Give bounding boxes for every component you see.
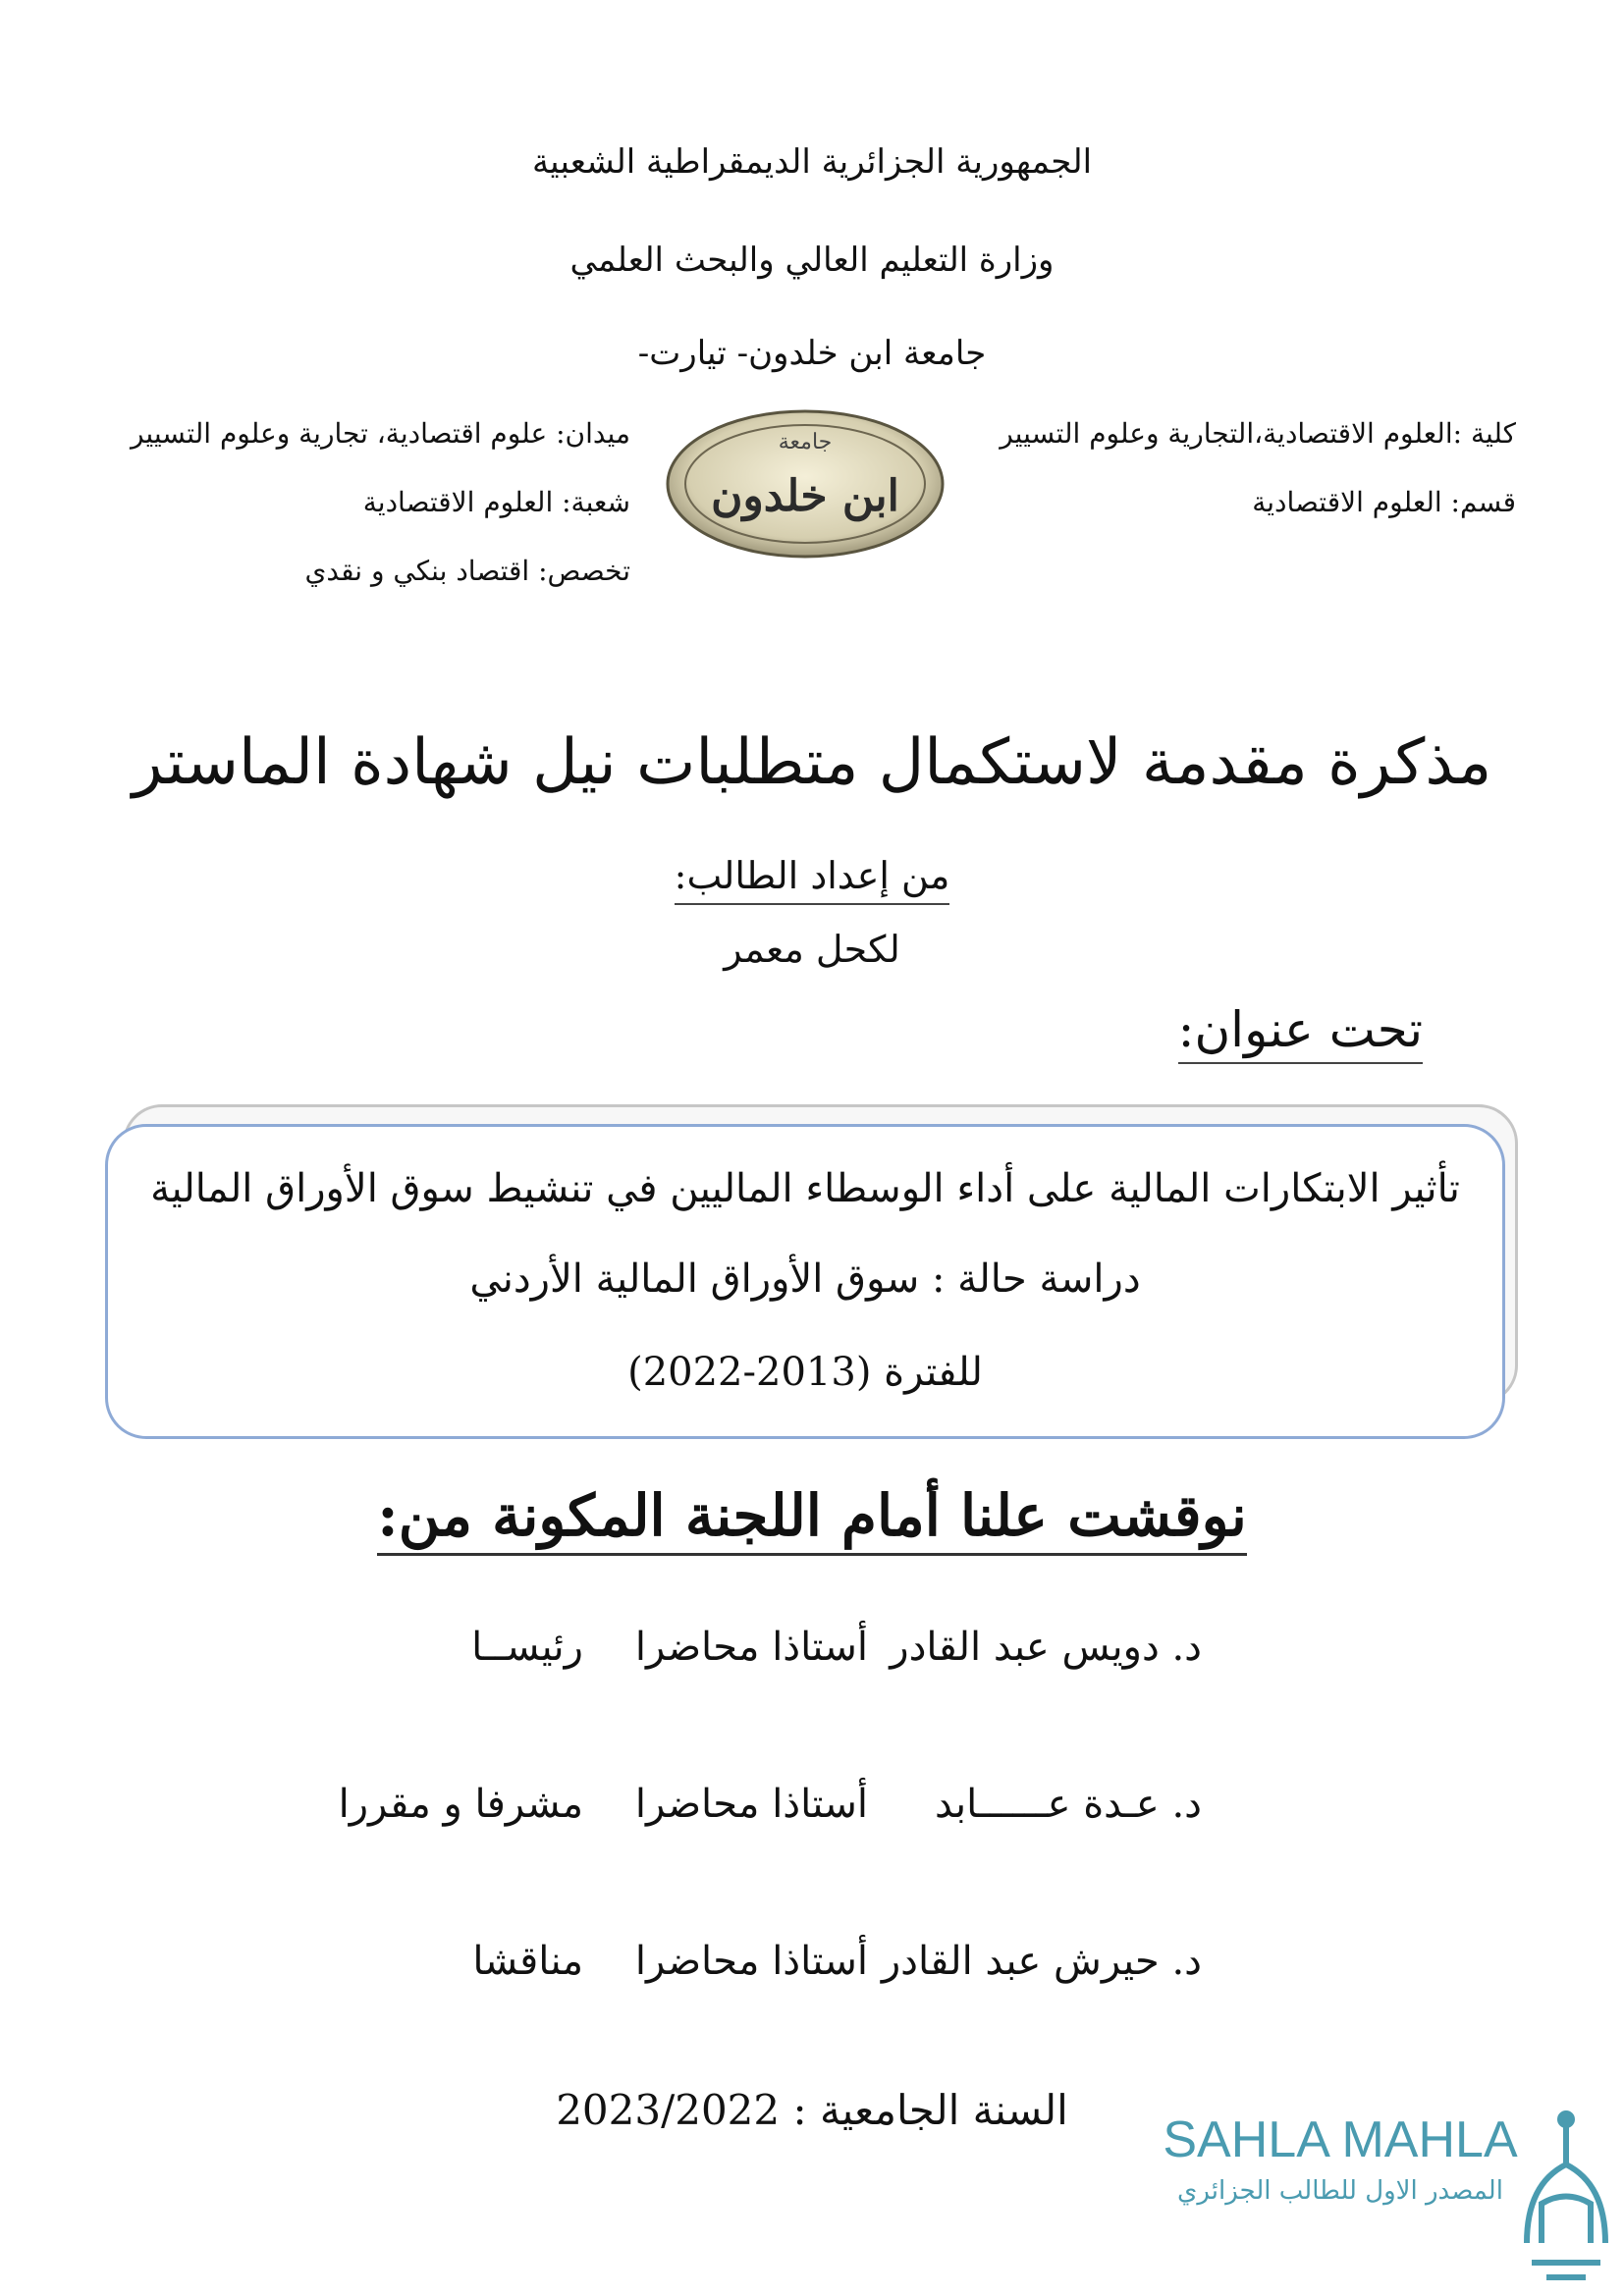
member-2-rank: أستاذا محاضرا xyxy=(634,1782,868,1827)
brand-tagline: المصدر الاول للطالب الجزائري xyxy=(1177,2176,1503,2206)
specialty-label: تخصص: اقتصاد بنكي و نقدي xyxy=(304,555,630,587)
member-3-name: د. حيرش عبد القادر xyxy=(881,1939,1202,1984)
prepared-by-label xyxy=(0,854,1624,897)
university-name: جامعة ابن خلدون- تيارت- xyxy=(637,334,987,373)
academic-year: السنة الجامعية : 2023/2022 xyxy=(556,2086,1068,2134)
prepared-by-text: من إعداد الطالب: xyxy=(675,854,950,905)
under-title-label: تحت عنوان: xyxy=(1178,1001,1423,1064)
committee-heading-text: نوقشت علنا أمام اللجنة المكونة من: xyxy=(377,1482,1246,1556)
branch-label: شعبة: العلوم الاقتصادية xyxy=(362,486,630,518)
mosque-dome-icon xyxy=(1527,2113,1605,2277)
member-3-role: مناقشا xyxy=(472,1939,583,1984)
seal-top-text: جامعة xyxy=(778,430,833,454)
department-label: قسم: العلوم الاقتصادية xyxy=(1252,486,1516,518)
faculty-label: كلية :العلوم الاقتصادية،التجارية وعلوم التسيير xyxy=(1000,417,1516,450)
committee-heading xyxy=(0,1482,1624,1549)
topic-line-1: تأثير الابتكارات المالية على أداء الوسطاء الماليين في تنشيط سوق الأوراق المالية xyxy=(150,1166,1460,1211)
member-2-name: د. عـدة عــــــابد xyxy=(935,1782,1202,1827)
topic-line-3: للفترة (2013-2022) xyxy=(627,1350,983,1395)
ministry-title: وزارة التعليم العالي والبحث العلمي xyxy=(569,240,1055,280)
thesis-title: مذكرة مقدمة لاستكمال متطلبات نيل شهادة الماستر xyxy=(132,726,1492,799)
seal-main-text: ابن خلدون xyxy=(711,471,899,521)
field-label: ميدان: علوم اقتصادية، تجارية وعلوم التسيير xyxy=(130,417,630,450)
member-1-role: رئيســا xyxy=(471,1625,583,1670)
member-3-rank: أستاذا محاضرا xyxy=(634,1939,868,1984)
member-2-role: مشرفا و مقررا xyxy=(338,1782,583,1827)
member-1-name: د. دويس عبد القادر xyxy=(890,1625,1202,1670)
republic-title: الجمهورية الجزائرية الديمقراطية الشعبية xyxy=(531,142,1093,182)
brand-text: SAHLA MAHLA xyxy=(1164,2111,1518,2168)
sahla-mahla-watermark xyxy=(1164,2096,1620,2292)
student-name: لكحل معمر xyxy=(724,928,900,971)
university-seal-icon xyxy=(663,407,947,560)
member-1-rank: أستاذا محاضرا xyxy=(634,1625,868,1670)
topic-line-2: دراسة حالة : سوق الأوراق المالية الأردني xyxy=(469,1256,1141,1302)
